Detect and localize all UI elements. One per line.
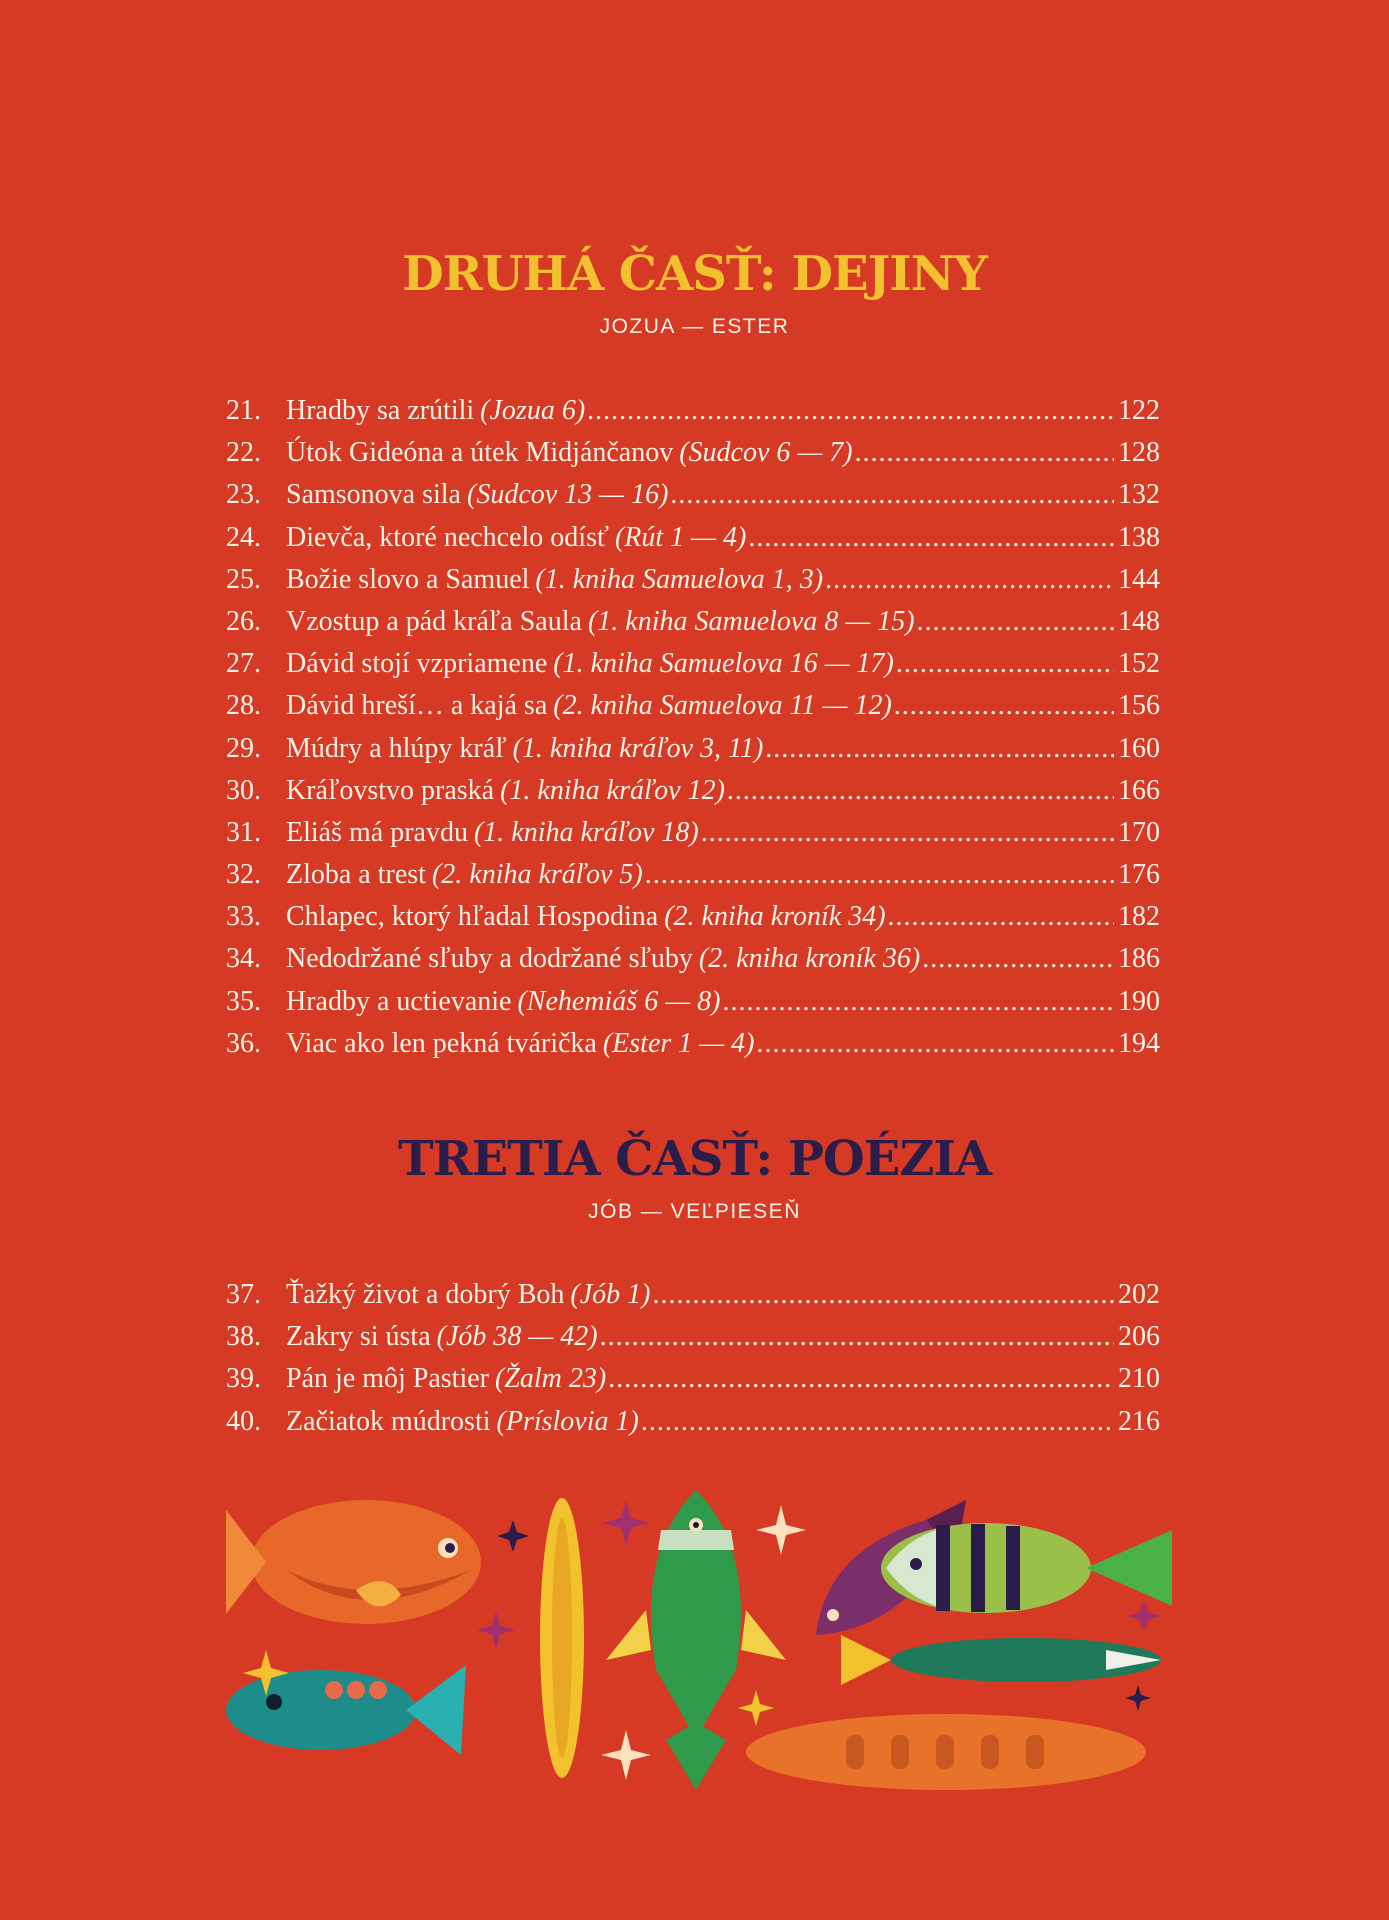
entry-reference: (1. kniha Samuelova 1, 3) <box>535 563 824 595</box>
toc-entry <box>226 896 1160 938</box>
entry-title: Útok Gideóna a útek Midjánčanov <box>286 437 674 469</box>
long-fish-icon <box>841 1635 1161 1685</box>
entry-reference: (Sudcov 13 — 16) <box>467 479 669 511</box>
entry-title: Dievča, ktoré nechcelo odísť <box>286 521 609 553</box>
dot-leader <box>922 938 1114 980</box>
striped-fish-icon <box>881 1523 1172 1613</box>
entry-title: Viac ako len pekná tvárička <box>286 1027 597 1059</box>
entry-number: 26. <box>226 605 261 637</box>
entry-number: 25. <box>226 563 261 595</box>
toc-entry <box>226 1274 1160 1316</box>
entry-reference: (Nehemiáš 6 — 8) <box>517 985 721 1017</box>
entry-reference: (Jozua 6) <box>480 395 586 426</box>
toc-entry <box>226 432 1160 474</box>
toc-entry <box>226 812 1160 854</box>
orange-fish-icon <box>226 1500 481 1624</box>
toc-entry <box>226 1023 1160 1065</box>
dot-leader <box>608 1358 1114 1400</box>
entry-page-number: 128 <box>1118 437 1160 469</box>
entry-reference: (Jób 1) <box>570 1279 651 1310</box>
entry-page-number: 206 <box>1118 1321 1160 1353</box>
dot-leader <box>825 559 1114 601</box>
entry-page-number: 216 <box>1118 1405 1160 1437</box>
entry-title: Chlapec, ktorý hľadal Hospodina <box>286 901 659 933</box>
entry-number: 27. <box>226 648 261 680</box>
dot-leader <box>894 685 1114 727</box>
entry-reference: (Príslovia 1) <box>496 1405 639 1437</box>
entry-number: 40. <box>226 1405 261 1437</box>
dot-leader <box>765 728 1114 770</box>
dot-leader <box>670 474 1114 516</box>
entry-title: Dávid hreší… a kajá sa <box>286 690 548 722</box>
entry-number: 23. <box>226 479 261 511</box>
dot-leader <box>727 770 1114 812</box>
entry-reference: (1. kniha kráľov 3, 11) <box>512 732 764 764</box>
entry-page-number: 182 <box>1118 901 1160 933</box>
toc-entry <box>226 728 1160 770</box>
entry-reference: (1. kniha Samuelova 16 — 17) <box>553 648 894 680</box>
toc-entry <box>226 601 1160 643</box>
bread-stick-icon <box>540 1498 584 1778</box>
dot-leader <box>757 1023 1115 1065</box>
entry-reference: (Jób 38 — 42) <box>436 1321 598 1353</box>
toc-entry <box>226 559 1160 601</box>
entry-reference: (2. kniha kroník 36) <box>698 943 921 975</box>
entry-number: 30. <box>226 774 261 806</box>
entry-number: 29. <box>226 732 261 764</box>
entry-title: Začiatok múdrosti <box>286 1405 491 1437</box>
entry-page-number: 156 <box>1118 690 1160 722</box>
entry-page-number: 166 <box>1118 774 1160 806</box>
entry-page-number: 152 <box>1118 648 1160 680</box>
toc-entry <box>226 1401 1160 1443</box>
entry-number: 28. <box>226 690 261 722</box>
entry-reference: (2. kniha Samuelova 11 — 12) <box>553 690 892 722</box>
entry-page-number: 190 <box>1118 985 1160 1017</box>
entry-title: Nedodržané sľuby a dodržané sľuby <box>286 943 693 975</box>
dot-leader <box>855 432 1114 474</box>
entry-reference: (1. kniha kráľov 18) <box>473 816 699 848</box>
dot-leader <box>587 390 1114 432</box>
bread-loaf-icon <box>746 1714 1146 1790</box>
part3-title: TRETIA ČASŤ: POÉZIA <box>397 1131 992 1187</box>
entry-page-number: 176 <box>1118 859 1160 891</box>
toc-entry <box>226 517 1160 559</box>
entry-number: 22. <box>226 437 261 469</box>
entry-title: Dávid stojí vzpriamene <box>286 648 548 680</box>
entry-page-number: 138 <box>1118 521 1160 553</box>
dot-leader <box>748 517 1114 559</box>
toc-entry <box>226 981 1160 1023</box>
entry-number: 39. <box>226 1363 261 1395</box>
entry-title: Ťažký život a dobrý Boh <box>286 1279 565 1310</box>
entry-number: 21. <box>226 395 261 426</box>
toc-entry <box>226 770 1160 812</box>
entry-page-number: 160 <box>1118 732 1160 764</box>
entry-reference: (Sudcov 6 — 7) <box>679 437 853 469</box>
toc-entry <box>226 1316 1160 1358</box>
dot-leader <box>600 1316 1114 1358</box>
entry-page-number: 148 <box>1118 605 1160 637</box>
entry-number: 36. <box>226 1027 261 1059</box>
toc-entry <box>226 938 1160 980</box>
entry-title: Hradby sa zrútili <box>286 395 475 426</box>
dot-leader <box>917 601 1114 643</box>
dot-leader <box>641 1401 1114 1443</box>
entry-title: Múdry a hlúpy kráľ <box>286 732 507 764</box>
entry-reference: (2. kniha kroník 34) <box>664 901 886 933</box>
dot-leader <box>701 812 1114 854</box>
toc-entry <box>226 1358 1160 1400</box>
toc-entry <box>226 854 1160 896</box>
entry-page-number: 186 <box>1118 943 1160 975</box>
entry-page-number: 170 <box>1118 816 1160 848</box>
entry-number: 37. <box>226 1279 261 1310</box>
entry-page-number: 122 <box>1118 395 1160 426</box>
dot-leader <box>652 1274 1114 1316</box>
entry-number: 31. <box>226 816 261 848</box>
dot-leader <box>722 981 1114 1023</box>
entry-reference: (Žalm 23) <box>494 1363 607 1395</box>
entry-page-number: 202 <box>1118 1279 1160 1310</box>
entry-reference: (2. kniha kráľov 5) <box>431 859 643 891</box>
entry-number: 32. <box>226 859 261 891</box>
part3-subtitle: JÓB — VEĽPIESEŇ <box>588 1200 801 1223</box>
entry-title: Božie slovo a Samuel <box>286 563 530 595</box>
entry-title: Zakry si ústa <box>286 1321 431 1353</box>
part2-subtitle: JOZUA — ESTER <box>599 315 790 338</box>
fish-and-bread-illustration <box>226 1490 1172 1790</box>
entry-reference: (Rút 1 — 4) <box>614 521 747 553</box>
toc-entry <box>226 390 1160 432</box>
entry-reference: (1. kniha Samuelova 8 — 15) <box>587 605 915 637</box>
entry-number: 24. <box>226 521 261 553</box>
dot-leader <box>645 854 1114 896</box>
entry-number: 38. <box>226 1321 261 1353</box>
entry-reference: (1. kniha kráľov 12) <box>500 774 725 806</box>
toc-entry <box>226 685 1160 727</box>
entry-number: 33. <box>226 901 261 933</box>
entry-reference: (Ester 1 — 4) <box>602 1027 755 1059</box>
dot-leader <box>896 643 1114 685</box>
entry-title: Vzostup a pád kráľa Saula <box>286 605 582 637</box>
dot-leader <box>888 896 1114 938</box>
toc-entry <box>226 474 1160 516</box>
entry-number: 34. <box>226 943 261 975</box>
entry-page-number: 132 <box>1118 479 1160 511</box>
part2-contents-list <box>226 390 1160 1065</box>
entry-page-number: 194 <box>1118 1027 1160 1059</box>
part3-contents-list <box>226 1274 1160 1443</box>
toc-entry <box>226 643 1160 685</box>
entry-page-number: 144 <box>1118 563 1160 595</box>
entry-title: Samsonova sila <box>286 479 461 511</box>
entry-title: Hradby a uctievanie <box>286 985 512 1017</box>
entry-page-number: 210 <box>1118 1363 1160 1395</box>
entry-title: Eliáš má pravdu <box>286 816 468 848</box>
entry-number: 35. <box>226 985 261 1017</box>
entry-title: Zloba a trest <box>286 859 426 891</box>
entry-title: Kráľovstvo praská <box>286 774 495 806</box>
entry-title: Pán je môj Pastier <box>286 1363 489 1395</box>
part2-title: DRUHÁ ČASŤ: DEJINY <box>402 246 987 302</box>
